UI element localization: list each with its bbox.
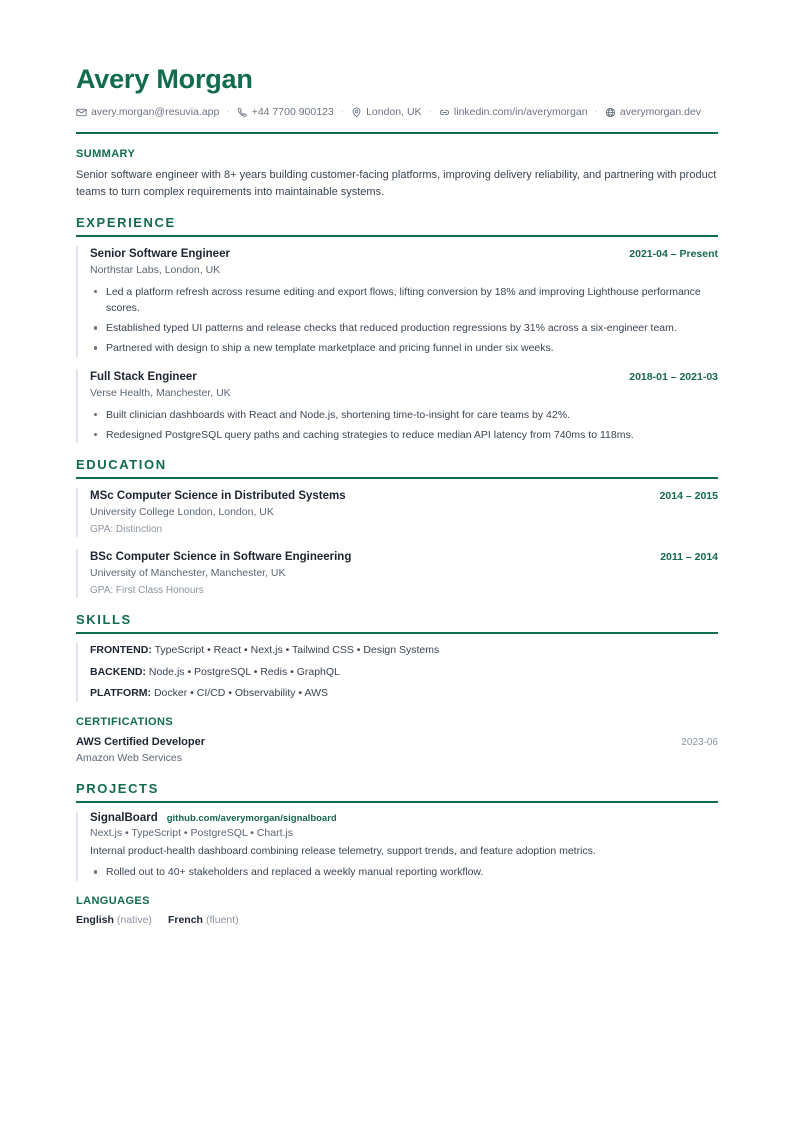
language-name: English	[76, 913, 114, 926]
certification-name: AWS Certified Developer	[76, 736, 205, 749]
degree-date: 2014 – 2015	[659, 490, 718, 503]
contact-linkedin-text: linkedin.com/in/averymorgan	[453, 106, 588, 119]
section-rule	[76, 235, 718, 237]
job-company: Northstar Labs, London, UK	[90, 263, 221, 276]
job-title: Senior Software Engineer	[90, 247, 230, 260]
project-description: Internal product-health dashboard combining release telemetry, support trends, and feature adoption metrics.	[90, 845, 596, 857]
education-entry	[76, 549, 718, 598]
section-experience	[76, 215, 718, 443]
contact-location	[351, 105, 421, 120]
certification-head	[76, 735, 718, 751]
link-icon	[439, 107, 450, 118]
job-bullet: Built clinician dashboards with React and Node.js, shortening time-to-insight for care teams by 42%.	[90, 407, 718, 423]
certification-issuer: Amazon Web Services	[76, 751, 183, 764]
experience-entry-head	[90, 246, 718, 262]
section-heading-certifications: CERTIFICATIONS	[76, 716, 174, 729]
degree-title: BSc Computer Science in Software Engineering	[90, 550, 352, 563]
job-bullets	[90, 407, 718, 444]
candidate-name: Avery Morgan	[76, 64, 253, 94]
education-entry-head	[90, 488, 718, 504]
contact-separator: ·	[594, 106, 598, 118]
certification-entry	[76, 735, 718, 767]
project-entry	[76, 812, 718, 881]
section-rule	[76, 801, 718, 803]
project-bullets	[90, 864, 718, 880]
section-rule	[76, 632, 718, 634]
section-heading-experience: EXPERIENCE	[76, 214, 176, 230]
experience-entry	[76, 246, 718, 357]
job-bullets	[90, 284, 718, 357]
job-bullet: Led a platform refresh across resume editing and export flows, lifting conversion by 18% and improving Lighthouse performance scores.	[90, 284, 718, 317]
contact-email-text: avery.morgan@resuvia.app	[91, 106, 220, 119]
skills-list	[76, 643, 718, 702]
project-name: SignalBoard	[90, 811, 158, 824]
degree-date: 2011 – 2014	[660, 550, 718, 563]
section-heading-summary: SUMMARY	[76, 147, 136, 160]
skill-items: Node.js • PostgreSQL • Redis • GraphQL	[148, 665, 340, 678]
skill-category: BACKEND:	[90, 665, 146, 678]
skill-items: Docker • CI/CD • Observability • AWS	[153, 687, 328, 700]
phone-icon	[237, 107, 248, 118]
section-skills	[76, 612, 718, 702]
section-education	[76, 457, 718, 598]
contact-row	[76, 105, 718, 120]
section-certifications	[76, 716, 718, 767]
job-date: 2021-04 – Present	[629, 247, 718, 260]
project-bullet: Rolled out to 40+ stakeholders and replaced a weekly manual reporting workflow.	[90, 864, 718, 880]
language-item	[76, 914, 152, 926]
section-heading-projects: PROJECTS	[76, 780, 159, 796]
school-name: University College London, London, UK	[90, 506, 274, 519]
section-heading-languages: LANGUAGES	[76, 894, 150, 907]
globe-icon	[605, 107, 616, 118]
contact-linkedin[interactable]	[439, 105, 588, 120]
language-item	[168, 914, 239, 926]
job-date: 2018-01 – 2021-03	[629, 370, 718, 383]
degree-title: MSc Computer Science in Distributed Systems	[90, 490, 346, 503]
education-entry-head	[90, 549, 718, 565]
skill-category: FRONTEND:	[90, 643, 152, 656]
job-bullet: Redesigned PostgreSQL query paths and caching strategies to reduce median API latency from 740ms to 118ms.	[90, 427, 718, 443]
section-languages	[76, 895, 718, 926]
skill-group	[90, 665, 718, 681]
location-pin-icon	[351, 107, 362, 118]
experience-entry-head	[90, 369, 718, 385]
section-rule	[76, 477, 718, 479]
skill-group	[90, 686, 718, 702]
language-name: French	[167, 913, 203, 926]
gpa-text: GPA: Distinction	[90, 523, 163, 535]
summary-text: Senior software engineer with 8+ years building customer-facing platforms, improving delivery reliability, and partnering with product teams to turn complex requirements into maintainable systems.	[76, 168, 717, 198]
school-name: University of Manchester, Manchester, UK	[90, 567, 286, 580]
project-link[interactable]: github.com/averymorgan/signalboard	[166, 812, 337, 824]
gpa-text: GPA: First Class Honours	[90, 584, 204, 596]
skill-items: TypeScript • React • Next.js • Tailwind CSS • Design Systems	[154, 643, 440, 656]
languages-list	[76, 914, 718, 926]
envelope-icon	[76, 107, 87, 118]
project-head	[90, 812, 718, 824]
skill-category: PLATFORM:	[90, 687, 152, 700]
section-projects	[76, 781, 718, 881]
experience-entry	[76, 369, 718, 443]
job-bullet: Partnered with design to ship a new template marketplace and pricing funnel in under six weeks.	[90, 340, 718, 356]
job-bullet: Established typed UI patterns and release checks that reduced production regressions by 31% across a six-engineer team.	[90, 320, 718, 336]
contact-separator: ·	[428, 106, 432, 118]
contact-separator: ·	[226, 106, 230, 118]
job-title: Full Stack Engineer	[90, 370, 197, 383]
language-level: (native)	[116, 913, 152, 926]
job-company: Verse Health, Manchester, UK	[90, 386, 231, 399]
project-stack: Next.js • TypeScript • PostgreSQL • Chart.js	[90, 826, 294, 839]
certification-date: 2023-06	[681, 737, 718, 749]
contact-phone-text: +44 7700 900123	[251, 106, 334, 119]
contact-phone[interactable]	[237, 105, 334, 120]
language-level: (fluent)	[205, 913, 239, 926]
contact-website-text: averymorgan.dev	[619, 106, 702, 119]
section-heading-education: EDUCATION	[76, 457, 167, 473]
contact-location-text: London, UK	[366, 106, 422, 119]
skill-group	[90, 643, 718, 659]
education-entry	[76, 488, 718, 537]
section-summary	[76, 148, 718, 201]
contact-email[interactable]	[76, 105, 219, 120]
contact-separator: ·	[340, 106, 345, 118]
section-heading-skills: SKILLS	[76, 611, 132, 627]
header-divider	[76, 132, 718, 134]
resume-header	[76, 64, 718, 134]
contact-website[interactable]	[605, 105, 701, 120]
